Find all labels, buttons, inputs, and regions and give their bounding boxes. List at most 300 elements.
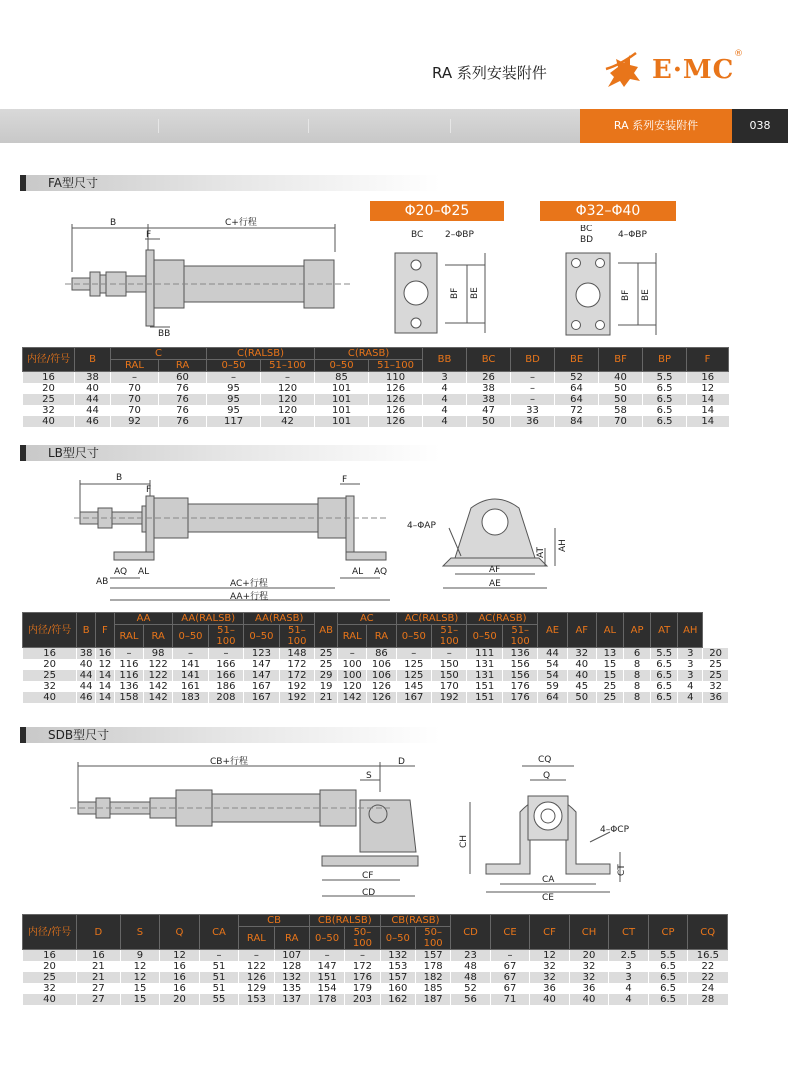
table-cell: 20 <box>569 950 609 962</box>
table-cell: 8 <box>624 659 651 670</box>
table-cell: 117 <box>207 416 261 427</box>
bore-size-cell: 16 <box>23 950 77 962</box>
table-cell: 6.5 <box>648 994 688 1005</box>
table-cell: 29 <box>315 670 338 681</box>
table-cell: 42 <box>261 416 315 427</box>
table-cell: 126 <box>369 383 423 394</box>
table-cell: 122 <box>144 670 173 681</box>
dim-ab: AB <box>96 577 109 587</box>
table-cell: 3 <box>609 961 649 972</box>
table-cell: 22 <box>688 972 728 983</box>
lb-dimension-table <box>22 612 728 703</box>
table-cell: 176 <box>502 692 537 703</box>
table-cell: 25 <box>596 692 623 703</box>
table-cell: 8 <box>624 681 651 692</box>
bore-size-cell: 40 <box>23 692 77 703</box>
table-cell: 125 <box>396 670 431 681</box>
brand-logo <box>600 45 760 95</box>
sdb-cylinder-drawing <box>70 752 430 902</box>
table-cell: 32 <box>703 681 728 692</box>
table-cell: 50 <box>567 692 596 703</box>
col-header: CA <box>199 915 239 950</box>
table-cell: 36 <box>530 983 570 994</box>
table-cell: 141 <box>173 670 208 681</box>
lb-cylinder-drawing <box>70 470 390 605</box>
col-header: AA(RASB) <box>244 613 315 625</box>
sub-header: 0–50 <box>380 927 415 950</box>
col-header: CB <box>239 915 310 927</box>
table-cell: 14 <box>687 416 729 427</box>
table-row <box>23 416 729 427</box>
table-cell: 162 <box>380 994 415 1005</box>
table-cell: 170 <box>432 681 467 692</box>
dim-bc-large: BC <box>580 225 593 234</box>
table-cell: 21 <box>77 961 121 972</box>
sdb-dimension-table <box>22 914 728 1005</box>
table-cell: 47 <box>467 405 511 416</box>
table-cell: 126 <box>367 692 396 703</box>
col-header: CD <box>451 915 491 950</box>
col-header: AL <box>596 613 623 648</box>
table-cell: 132 <box>274 972 309 983</box>
table-cell: 150 <box>432 659 467 670</box>
bore-size-cell: 25 <box>23 394 75 405</box>
table-cell: 98 <box>144 648 173 660</box>
table-cell: 176 <box>345 972 380 983</box>
table-cell: 151 <box>467 681 502 692</box>
table-cell: 46 <box>77 692 96 703</box>
table-cell: – <box>432 648 467 660</box>
table-row <box>23 372 729 384</box>
sdb-clevis-bracket-drawing <box>450 752 650 902</box>
table-cell: 25 <box>703 670 728 681</box>
table-cell: 24 <box>688 983 728 994</box>
lb-section-title: LB型尺寸 <box>20 445 440 461</box>
table-cell: 12 <box>160 950 200 962</box>
dim-bf-large: BF <box>621 289 631 301</box>
table-cell: 100 <box>338 659 367 670</box>
dim-s: S <box>366 771 372 781</box>
sub-header: RA <box>144 625 173 648</box>
table-cell: 36 <box>569 983 609 994</box>
table-cell: 126 <box>367 681 396 692</box>
dim-bb: BB <box>158 329 171 339</box>
table-cell: 156 <box>502 670 537 681</box>
table-cell: 123 <box>244 648 279 660</box>
col-header: CB(RALSB) <box>309 915 380 927</box>
table-cell: 4 <box>423 405 467 416</box>
table-cell: 36 <box>703 692 728 703</box>
table-row <box>23 950 728 962</box>
table-cell: – <box>207 372 261 384</box>
table-cell: 38 <box>467 383 511 394</box>
table-cell: 32 <box>567 648 596 660</box>
table-cell: 116 <box>114 670 143 681</box>
dim-aa: AA+行程 <box>230 592 269 602</box>
sub-header: 51–100 <box>432 625 467 648</box>
table-cell: 151 <box>309 972 344 983</box>
table-cell: 150 <box>432 670 467 681</box>
table-cell: 179 <box>345 983 380 994</box>
sub-header: RAL <box>114 625 143 648</box>
dim-al-rear: AL <box>352 567 364 577</box>
table-cell: 4 <box>423 394 467 405</box>
col-header: CP <box>648 915 688 950</box>
table-cell: 95 <box>207 383 261 394</box>
table-cell: 167 <box>244 692 279 703</box>
table-cell: 16 <box>77 950 121 962</box>
table-cell: – <box>345 950 380 962</box>
table-cell: 67 <box>490 961 530 972</box>
bore-size-cell: 25 <box>23 972 77 983</box>
col-header: S <box>120 915 160 950</box>
col-header: AC <box>338 613 396 625</box>
table-row <box>23 394 729 405</box>
table-cell: 12 <box>120 961 160 972</box>
table-cell: 16 <box>160 961 200 972</box>
dim-bd: BD <box>580 235 594 245</box>
dim-aq: AQ <box>114 567 128 577</box>
dim-at: AT <box>536 547 546 558</box>
table-cell: 16 <box>96 648 115 660</box>
bore-size-cell: 40 <box>23 416 75 427</box>
table-cell: 106 <box>367 670 396 681</box>
table-cell: 147 <box>244 659 279 670</box>
sub-header: 51–100 <box>208 625 243 648</box>
sub-header: RA <box>159 360 207 372</box>
table-cell: 48 <box>451 972 491 983</box>
table-cell: 156 <box>502 659 537 670</box>
dim-ct: CT <box>617 864 627 876</box>
table-cell: 4 <box>423 383 467 394</box>
table-cell: 6.5 <box>648 972 688 983</box>
fa-section-title: FA型尺寸 <box>20 175 440 191</box>
table-cell: 32 <box>530 961 570 972</box>
table-cell: 172 <box>279 659 314 670</box>
fa-tag-small-bore: Φ20–Φ25 <box>370 201 504 221</box>
table-cell: 38 <box>467 394 511 405</box>
table-cell: 120 <box>261 405 315 416</box>
col-header: BD <box>511 348 555 372</box>
col-header: BP <box>643 348 687 372</box>
sub-header: 0–50 <box>315 360 369 372</box>
table-cell: 27 <box>77 983 121 994</box>
table-cell: 50 <box>599 394 643 405</box>
table-cell: 40 <box>569 994 609 1005</box>
sdb-section-title: SDB型尺寸 <box>20 727 440 743</box>
registered-mark: ® <box>734 49 743 59</box>
dim-aq-rear: AQ <box>374 567 388 577</box>
bore-size-cell: 32 <box>23 681 77 692</box>
table-cell: 122 <box>144 659 173 670</box>
sub-header: RAL <box>111 360 159 372</box>
table-cell: 15 <box>120 994 160 1005</box>
dim-cq: CQ <box>538 755 552 765</box>
col-header: AA <box>114 613 172 625</box>
dim-ah: AH <box>558 539 568 552</box>
dim-be-large: BE <box>641 289 651 301</box>
sub-header: RA <box>274 927 309 950</box>
dim-ce: CE <box>542 893 554 902</box>
table-cell: 131 <box>467 670 502 681</box>
table-cell: 64 <box>555 383 599 394</box>
table-cell: 122 <box>239 961 274 972</box>
table-cell: 44 <box>77 670 96 681</box>
table-cell: 52 <box>451 983 491 994</box>
table-cell: 12 <box>530 950 570 962</box>
dim-q: Q <box>543 771 551 781</box>
dim-ch: CH <box>459 834 469 848</box>
col-header: AE <box>538 613 567 648</box>
table-cell: 40 <box>599 372 643 384</box>
col-header: D <box>77 915 121 950</box>
table-cell: 20 <box>703 648 728 660</box>
table-cell: 25 <box>703 659 728 670</box>
table-cell: 14 <box>96 670 115 681</box>
table-cell: 51 <box>199 961 239 972</box>
table-cell: 5.5 <box>651 648 678 660</box>
table-cell: 167 <box>396 692 431 703</box>
table-cell: 92 <box>111 416 159 427</box>
table-cell: 125 <box>396 659 431 670</box>
col-header: AC(RASB) <box>467 613 538 625</box>
table-cell: 132 <box>380 950 415 962</box>
table-cell: 126 <box>239 972 274 983</box>
table-cell: 120 <box>261 394 315 405</box>
table-cell: 15 <box>596 670 623 681</box>
sub-header: 0–50 <box>207 360 261 372</box>
dim-cb: CB+行程 <box>210 757 248 767</box>
table-cell: 32 <box>530 972 570 983</box>
table-cell: 157 <box>380 972 415 983</box>
col-header: AH <box>678 613 703 648</box>
table-cell: 157 <box>415 950 450 962</box>
table-cell: 32 <box>569 972 609 983</box>
table-cell: 3 <box>678 670 703 681</box>
table-cell: 101 <box>315 394 369 405</box>
table-cell: 70 <box>111 405 159 416</box>
table-cell: 15 <box>596 659 623 670</box>
table-cell: 5.5 <box>643 372 687 384</box>
table-cell: 16 <box>160 972 200 983</box>
table-cell: – <box>239 950 274 962</box>
dim-4bp: 4–ΦBP <box>618 230 647 240</box>
table-cell: 136 <box>502 648 537 660</box>
table-cell: 6.5 <box>643 405 687 416</box>
section-nav-label: RA 系列安装附件 <box>580 109 732 143</box>
table-cell: 101 <box>315 416 369 427</box>
table-cell: 58 <box>599 405 643 416</box>
table-cell: 6.5 <box>643 394 687 405</box>
dim-ae: AE <box>489 579 501 589</box>
table-cell: 21 <box>77 972 121 983</box>
table-cell: 4 <box>609 994 649 1005</box>
dim-f: F <box>146 485 152 495</box>
table-cell: – <box>173 648 208 660</box>
col-header: 内径/符号 <box>23 915 77 950</box>
col-header: B <box>77 613 96 648</box>
dim-ac: AC+行程 <box>230 579 268 589</box>
table-cell: 106 <box>367 659 396 670</box>
col-header: AT <box>651 613 678 648</box>
sub-header: RAL <box>239 927 274 950</box>
knight-logo-icon <box>600 47 648 95</box>
table-cell: 44 <box>75 405 111 416</box>
table-cell: 100 <box>338 670 367 681</box>
table-cell: 50 <box>467 416 511 427</box>
sub-header: 50–100 <box>415 927 450 950</box>
table-cell: 12 <box>687 383 729 394</box>
col-header: C <box>111 348 207 360</box>
sub-header: RAL <box>338 625 367 648</box>
table-cell: 182 <box>415 972 450 983</box>
table-cell: 172 <box>279 670 314 681</box>
table-cell: 192 <box>432 692 467 703</box>
bore-size-cell: 16 <box>23 372 75 384</box>
table-cell: 22 <box>688 961 728 972</box>
table-cell: 84 <box>555 416 599 427</box>
dim-b: B <box>110 218 117 228</box>
dim-be: BE <box>470 287 480 299</box>
table-cell: 6.5 <box>651 659 678 670</box>
fa-flange-large-drawing <box>556 225 676 345</box>
table-cell: 25 <box>315 648 338 660</box>
bore-size-cell: 25 <box>23 670 77 681</box>
table-cell: 52 <box>555 372 599 384</box>
table-cell: 15 <box>120 983 160 994</box>
table-cell: 136 <box>114 681 143 692</box>
table-cell: 76 <box>159 405 207 416</box>
table-cell: 14 <box>687 405 729 416</box>
table-cell: 110 <box>369 372 423 384</box>
table-cell: 128 <box>274 961 309 972</box>
sub-header: 51–100 <box>279 625 314 648</box>
col-header: BB <box>423 348 467 372</box>
lb-foot-bracket-drawing <box>405 488 575 598</box>
table-cell: 126 <box>369 394 423 405</box>
table-cell: – <box>511 394 555 405</box>
table-cell: 178 <box>415 961 450 972</box>
table-row <box>23 405 729 416</box>
table-cell: – <box>199 950 239 962</box>
col-header: 内径/符号 <box>23 348 75 372</box>
col-header: AP <box>624 613 651 648</box>
table-cell: 6.5 <box>643 383 687 394</box>
table-cell: 160 <box>380 983 415 994</box>
table-cell: 6.5 <box>651 670 678 681</box>
col-header: CQ <box>688 915 728 950</box>
bore-size-cell: 32 <box>23 405 75 416</box>
page-title: RA 系列安装附件 <box>432 64 547 82</box>
table-cell: 76 <box>159 416 207 427</box>
table-cell: 70 <box>111 383 159 394</box>
table-cell: 8 <box>624 670 651 681</box>
sub-header: 0–50 <box>309 927 344 950</box>
sub-header: 51–100 <box>261 360 315 372</box>
col-header: AB <box>315 613 338 648</box>
table-cell: 153 <box>380 961 415 972</box>
col-header: BC <box>467 348 511 372</box>
col-header: AF <box>567 613 596 648</box>
dim-bc: BC <box>411 230 424 240</box>
table-cell: 67 <box>490 983 530 994</box>
table-cell: 38 <box>77 648 96 660</box>
table-cell: 14 <box>96 681 115 692</box>
table-row <box>23 983 728 994</box>
table-cell: 46 <box>75 416 111 427</box>
fa-dimension-table <box>22 347 729 427</box>
table-cell: 14 <box>96 692 115 703</box>
table-cell: 76 <box>159 383 207 394</box>
dim-cf: CF <box>362 871 374 881</box>
bore-size-cell: 20 <box>23 961 77 972</box>
table-cell: 101 <box>315 405 369 416</box>
table-cell: 137 <box>274 994 309 1005</box>
col-header: CE <box>490 915 530 950</box>
table-cell: 147 <box>244 670 279 681</box>
table-cell: 4 <box>609 983 649 994</box>
col-header: BF <box>599 348 643 372</box>
table-cell: 6 <box>624 648 651 660</box>
table-cell: 142 <box>144 692 173 703</box>
dim-bf: BF <box>450 287 460 299</box>
table-cell: 33 <box>511 405 555 416</box>
table-cell: 21 <box>315 692 338 703</box>
dim-d: D <box>398 757 405 767</box>
table-cell: 67 <box>490 972 530 983</box>
table-cell: 25 <box>315 659 338 670</box>
col-header: CF <box>530 915 570 950</box>
table-row <box>23 659 729 670</box>
table-row <box>23 648 729 660</box>
dim-af: AF <box>489 565 501 575</box>
table-cell: 147 <box>309 961 344 972</box>
sub-header: 0–50 <box>396 625 431 648</box>
table-cell: 71 <box>490 994 530 1005</box>
table-cell: 27 <box>77 994 121 1005</box>
table-cell: 6.5 <box>643 416 687 427</box>
table-cell: 9 <box>120 950 160 962</box>
dim-c: C+行程 <box>225 218 257 228</box>
sub-header: 51–100 <box>369 360 423 372</box>
table-cell: 126 <box>369 416 423 427</box>
header-bar <box>0 109 580 143</box>
table-cell: 129 <box>239 983 274 994</box>
table-row <box>23 961 728 972</box>
table-cell: 14 <box>687 394 729 405</box>
table-cell: 26 <box>467 372 511 384</box>
table-cell: 167 <box>244 681 279 692</box>
table-cell: – <box>511 372 555 384</box>
table-cell: 19 <box>315 681 338 692</box>
table-cell: 142 <box>144 681 173 692</box>
sub-header: 50–100 <box>345 927 380 950</box>
table-cell: 120 <box>261 383 315 394</box>
table-cell: 131 <box>467 659 502 670</box>
table-cell: 16.5 <box>688 950 728 962</box>
table-cell: – <box>114 648 143 660</box>
sub-header: 0–50 <box>467 625 502 648</box>
table-cell: 153 <box>239 994 274 1005</box>
table-cell: 45 <box>567 681 596 692</box>
table-cell: – <box>309 950 344 962</box>
col-header: CB(RASB) <box>380 915 451 927</box>
table-cell: 40 <box>567 659 596 670</box>
table-row <box>23 972 728 983</box>
table-cell: 40 <box>567 670 596 681</box>
table-cell: 178 <box>309 994 344 1005</box>
dim-cd: CD <box>362 888 376 898</box>
